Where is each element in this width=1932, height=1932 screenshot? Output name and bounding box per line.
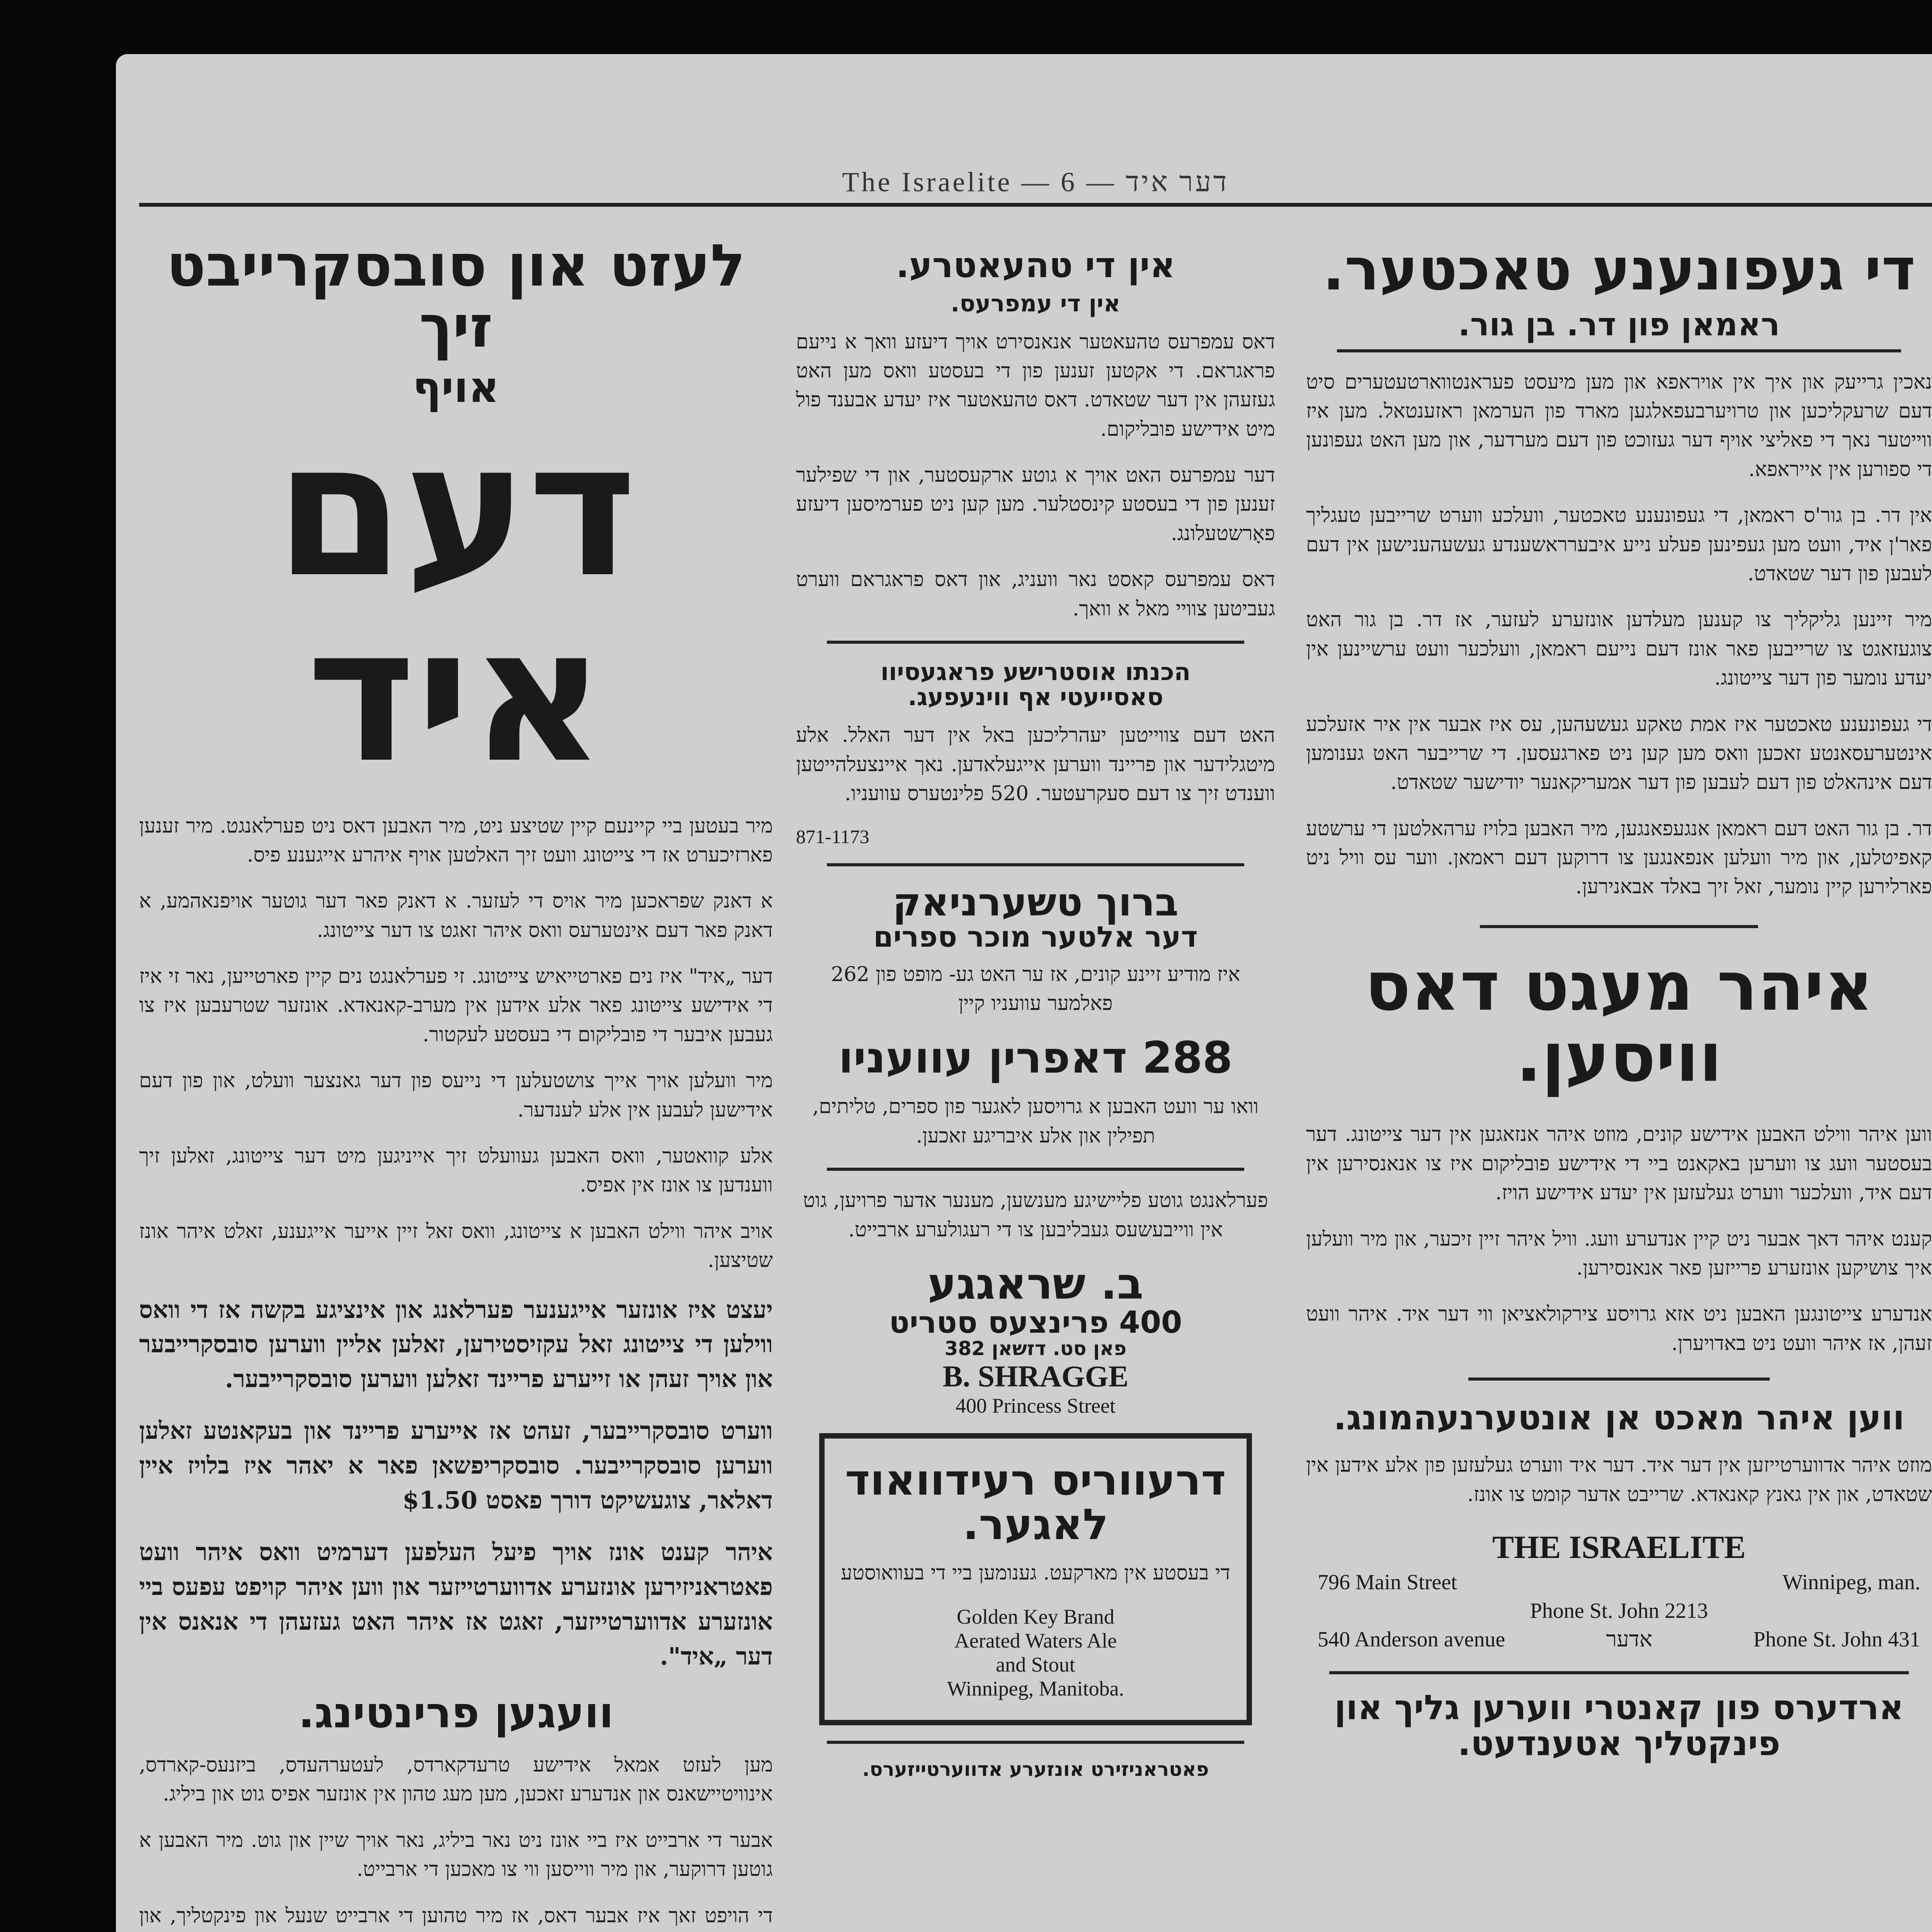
paragraph: דאס עמפרעס טהעאטער אנאנסירט אויך דיעזע וואך א נייעם פראגראם. די אקטען זענען פון די בעסטע וואס מען האט געזעהן אין דער שטאדט. דאס טהעאטער איז יעדע אבענד פול מיט אידישע פובליקום. <box>796 330 1275 441</box>
baruch-address: 288 דאפרין עוועניו <box>838 1032 1233 1083</box>
drewry-ad <box>819 1433 1252 1725</box>
undertaking-title: ווען איהר מאכט אן אונטערנעהמונג. <box>1333 1398 1905 1438</box>
section-rule <box>827 641 1244 644</box>
israelite-name: THE ISRAELITE <box>1492 1529 1746 1566</box>
paragraph: האט דעם צווייטען יעהרליכען באל אין דער האלל. אלע מיטגלידער און פריינד ווערען אייגעלאדען. נאך איינצעלהייטען ווענדט זיך צו דעם סעקרעטער. 520 פלינטערס עוועניו. <box>796 724 1275 805</box>
newspaper-page <box>116 54 1932 1932</box>
patronize-footer: פאטראניזירט אונזערע אדווערטייזערס. <box>862 1758 1209 1781</box>
drewry-title: דרעווריס רעידוואוד לאגער. <box>845 1455 1226 1549</box>
phone: Phone St. John 431 <box>1753 1628 1920 1652</box>
theatre-subtitle: אין די עמפרעס. <box>951 290 1121 317</box>
section-rule <box>827 863 1244 866</box>
section-rule <box>827 1741 1244 1744</box>
drewry-brand: Golden Key Brand <box>957 1605 1114 1629</box>
paragraph: אנדערע צייטונגען האבען ניט אזא גרויסע צירקולאציאן ווי דער איד. איהר וועט זעהן, אז איהר וועט ניט באדויערן. <box>1306 1303 1932 1355</box>
paragraph: מיר בעטען ביי קיינעם קיין שטיצע ניט, מיר האבען דאס ניט פערלאנגט. מיר זענען פארזיכערט אז די צייטונג וועט זיך האלטען אויף איהרע אייגענע פיס. <box>139 814 773 867</box>
country-orders: ארדערס פון קאנטרי ווערען גליך און פינקטליך אטענדעט. <box>1334 1687 1904 1763</box>
drewry-stout: and Stout <box>996 1653 1075 1677</box>
paragraph: דר. בן גור האט דעם ראמאן אנגעפאנגען, מיר האבען בלויז ערהאלטען די ערשטע קאפיטלען, און מיר וועלען אנפאנגען צו דרוקען דעם ראמאן. ווער עס וויל ניט פארלירען קיין נומער, זאל זיך באלד אבאנירען. <box>1306 817 1932 899</box>
address: 796 Main Street <box>1318 1570 1457 1595</box>
paragraph: די הויפט זאך איז אבער דאס, אז מיר טהוען די ארבייט שנעל און פינקטליך, און <box>139 1904 773 1927</box>
section-rule <box>827 1168 1244 1171</box>
paragraph: דער „איד" איז נים פארטייאיש צייטונג. זי פערלאנגט נים קיין פארטייען, נאר זי איז די אידישע צייטונג פאר אלע אידען אין מערב-קאנאדא. אונזער שטרעבען איז צו געבען איבער די פובליקום די בעסטע לעקטור. <box>139 965 773 1046</box>
shragge-hebrew-address: 400 פרינצעס סטריט <box>889 1305 1182 1340</box>
bold-paragraph: ווערט סובסקרייבער, זעהט אז אייערע פריינד און בעקאנטע זאלען ווערען סובסקרייבער. סובסקריפשאן פאר א יאהר איז בלויז איין דאלאר, צוגעשיקט דורך פאסט $1.50 <box>139 1417 773 1515</box>
ad-title: איהר מעגט דאס וויסען. <box>1365 947 1873 1097</box>
drewry-city: Winnipeg, Manitoba. <box>947 1677 1124 1701</box>
section-rule <box>1329 1671 1909 1674</box>
paragraph: ווען איהר ווילט האבען אידישע קונים, מוזט איהר אנזאגען אין דער צייטונג. דער בעסטער וועג צו ווערען באקאנט ביי די אידישע פובליקום איז צו אנאנסירען אין דעם איד, וועלכער ווערט געלעזען אין יעדע אידישע הויז. <box>1306 1123 1932 1205</box>
paragraph: מיר וועלען אויך אייך צושטעלען די נייעס פון דער גאנצער וועלט, און פון דעם אידישען לעבען אין אלע לענדער. <box>139 1069 773 1122</box>
paragraph: קענט איהר דאך אבער ניט קיין אנדערע וועג. וויל איהר זיין זיכער, און מיר וועלען איך צושיקען אונזערע פרייזען פאר אנאנסירען. <box>1306 1227 1932 1280</box>
paragraph: מוזט איהר אדווערטייזען אין דער איד. דער איד ווערט געלעזען פון אלע אידען אין שטאדט, און אין גאנץ קאנאדא. שרייבט אדער קומט צו אונז. <box>1306 1454 1932 1506</box>
printing-title: וועגען פרינטינג. <box>298 1688 614 1738</box>
paragraph: דער עמפרעס האט אויך א גוטע ארקעסטער, און די שפילער זענען פון די בעסטע קינסטלער. מען קען ניט פערמיסען דיעזע פאָרשטעלונג. <box>796 464 1275 545</box>
shragge-english-name: B. SHRAGGE <box>942 1359 1129 1393</box>
paragraph: מען לעזט אמאל אידישע טרעדקארדס, לעטערהעדס, ביזנעס-קארדס, אינוויטיישאנס און אנדערע זאכען, מען מעג טהון אין אונזער אפיס גוט און ביליג. <box>139 1753 773 1806</box>
drewry-waters: Aerated Waters Ale <box>954 1629 1117 1653</box>
subtitle-rule <box>1337 349 1901 352</box>
masthead-der-id: דעם איד <box>275 402 637 804</box>
novel-subtitle: ראמאן פון דר. בן גור. <box>1458 306 1780 343</box>
left-column <box>139 232 773 1932</box>
novel-title: די געפונענע טאכטער. <box>1322 236 1916 303</box>
israelite-address-row <box>1306 1566 1932 1599</box>
notice-title: הכנתו אוסטרישע פראגעסיוו <box>880 658 1191 686</box>
paragraph: אבער די ארבייט איז ביי אונז ניט נאר ביליג, נאר אויך שיין און גוט. מיר האבען א גוטען דרוקער, און מיר ווייסען ווי צו מאכען די ארבייט. <box>139 1828 773 1881</box>
header-rule <box>139 203 1932 207</box>
paragraph: נאכין גרייעק און איך אין אויראפא און מען מיעסט פעראנטווארטעטערים סיט דעם שרעקליכען און טרויערבעפאלגען מארד פון הערמאן ראזענטאל. מען איז ווייטער נאך די פאליצי אויף דער געזוכט פון דעם מערדער, און מען האט געפונען די ספורען אין אייראפא. <box>1306 370 1932 481</box>
paragraph: א דאנק שפראכען מיר אויס די לעזער. א דאנק פאר דער גוטער אויפנאהמע, א דאנק פאר דעם אינטערעס וואס איהר זאגט צו דער צייטונג. <box>139 889 773 942</box>
bold-paragraph: יעצט איז אונזער אייגענער פערלאנג און אינציגע בקשה אז די וואס ווילען די צייטונג זאל עקזיסטירען, זאלען אליין ווערען סובסקרייבער און אויך זעהן או זייערע פריינד זאלען ווערען סובסקרייבער. <box>139 1295 773 1393</box>
bold-paragraph: איהר קענט אונז אויך פיעל העלפען דערמיט וואס איהר וועט פאטראניזירען אונזערע אדווערטייזער און ווען איהר קויפט עפעס ביי אונזערע אדווערטייזער, זאגט אז איהר האט געזעהן די אנאנס אין דער „איד". <box>139 1537 773 1670</box>
shragge-phone: פאן סט. דזשאן 382 <box>944 1337 1127 1360</box>
running-head: The Israelite — 6 — דער איד <box>842 167 1229 197</box>
right-column <box>1306 232 1932 1932</box>
section-rule <box>1468 1378 1770 1381</box>
israelite-address-row-2 <box>1306 1623 1932 1656</box>
paragraph: אין דר. בן גור'ס ראמאן, די געפונענע טאכטער, וועלכע ווערט שרייבען טעגליך פאר'ן איד, וועט מען געפינען פעלע נייע איבערראשענדע געשעהענישען אין דעם לעבען פון דער שטאדט. <box>1306 504 1932 585</box>
paragraph: די בעסטע אין מארקעט. גענומען ביי די בעוואוסטע <box>841 1561 1230 1585</box>
subscribe-headline: לעזט און סובסקרייבט זיך <box>166 232 746 361</box>
shragge-english-address: 400 Princess Street <box>956 1394 1116 1417</box>
or-label: אדער <box>1606 1628 1653 1652</box>
paragraph: פערלאנגט גוטע פליישיגע מענשען, מענער אדער פרויען, גוט אין ווייבעשעס געבליבען צו די רעגולערע ארבייט. <box>803 1189 1268 1242</box>
paragraph: מיר זיינען גליקליך צו קענען מעלדען אונזערע לעזער, אז דר. בן גור האט צוגעזאגט צו שרייבען פאר אונז דעם נייעם ראמאן, וועלכער וועט ערשיינען אין יעדע נומער פון דער צייטונג. <box>1306 608 1932 690</box>
paragraph: דאס עמפרעס קאסט נאר וועניג, און דאס פראגראם ווערט געביטען צוויי מאל א וואך. <box>796 568 1275 621</box>
paragraph: וואו ער וועט האבען א גרויסען לאגער פון ספרים, טליתים, תפילין און אלע איבריגע זאכען. <box>812 1095 1259 1148</box>
notice-number: 871-1173 <box>796 826 869 848</box>
paragraph: די געפונענע טאכטער איז אמת טאקע געשעהען, עס איז אבער אין איר אזעלכע אינטערעסאנטע זאכען וואס מען קען ניט פארגעסען. די שרייבער האט גענומען דעם אינהאלט פון דעם לעבען פון דער אמעריקאנער יודישער שטאדט. <box>1306 713 1932 794</box>
baruch-subtitle: דער אלטער מוכר ספרים <box>873 920 1198 954</box>
paragraph: איז מודיע זיינע קונים, אז ער האט גע- מופט פון 262 פאלמער עוועניו קיין <box>831 963 1240 1015</box>
theatre-title: אין די טהעאטרע. <box>896 245 1175 286</box>
baruch-title: ברוך טשערניאק <box>893 879 1179 925</box>
notice-subtitle: סאסייעטי אף ווינעפעג. <box>908 683 1163 711</box>
subscribe-on: אויף <box>412 362 500 412</box>
shragge-hebrew-name: ב. שראגגע <box>927 1259 1144 1309</box>
phone: Phone St. John 2213 <box>1530 1599 1708 1623</box>
city: Winnipeg, man. <box>1782 1570 1920 1595</box>
middle-column <box>796 232 1275 1932</box>
section-rule <box>1480 925 1758 928</box>
address: 540 Anderson avenue <box>1318 1628 1505 1652</box>
paragraph: אלע קוואטער, וואס האבען געוועלט זיך אייניגען מיט דער צייטונג, זאלען זיך ווענדען צו אונז אין אפיס. <box>139 1145 773 1197</box>
paragraph: אויב איהר ווילט האבען א צייטונג, וואס זאל זיין אייער אייגענע, זאלט איהר אונז שטיצען. <box>139 1219 773 1272</box>
